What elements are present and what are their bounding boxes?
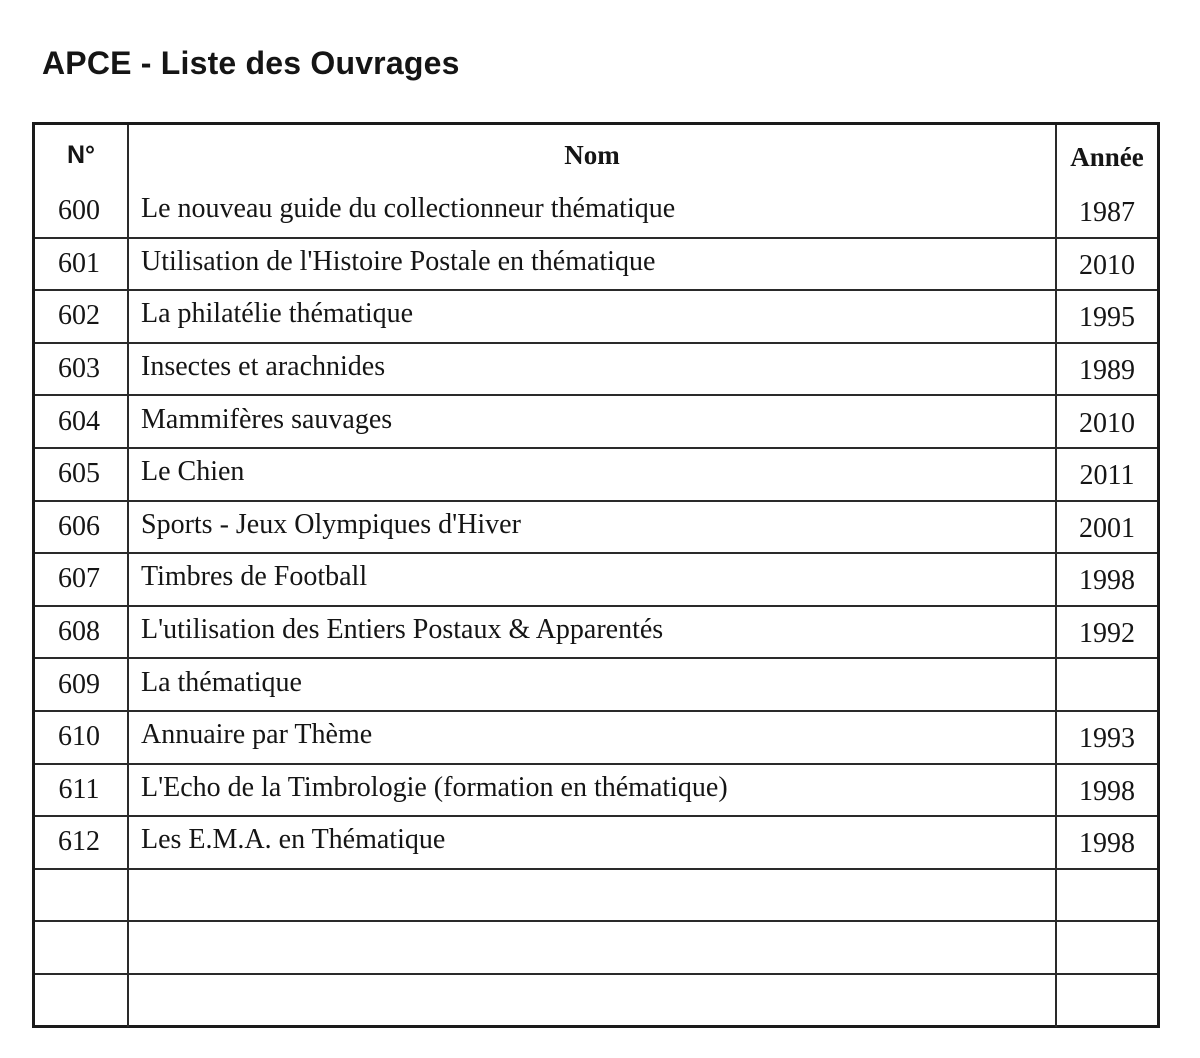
table-row (35, 764, 1157, 817)
column-header-number: N° (35, 125, 128, 185)
cell-name: Le Chien (128, 448, 1056, 501)
books-table-frame (32, 122, 1160, 1028)
cell-name: Annuaire par Thème (128, 711, 1056, 764)
cell-year (1056, 921, 1157, 974)
cell-year: 1998 (1056, 553, 1157, 606)
cell-number: 612 (35, 816, 128, 869)
cell-number: 603 (35, 343, 128, 396)
column-header-year: Année (1056, 125, 1157, 185)
cell-number (35, 921, 128, 974)
cell-year: 2010 (1056, 395, 1157, 448)
cell-year: 2011 (1056, 448, 1157, 501)
table-row (35, 606, 1157, 659)
cell-number: 600 (35, 185, 128, 238)
page-title: APCE - Liste des Ouvrages (42, 45, 460, 81)
cell-year (1056, 869, 1157, 922)
books-table (35, 125, 1157, 1027)
table-row (35, 921, 1157, 974)
cell-name (128, 921, 1056, 974)
table-row (35, 290, 1157, 343)
table-row (35, 448, 1157, 501)
cell-name: Mammifères sauvages (128, 395, 1056, 448)
table-row (35, 974, 1157, 1027)
cell-year: 1998 (1056, 764, 1157, 817)
cell-year (1056, 658, 1157, 711)
cell-name: Le nouveau guide du collectionneur thématique (128, 185, 1056, 238)
cell-year: 1995 (1056, 290, 1157, 343)
cell-name: Insectes et arachnides (128, 343, 1056, 396)
table-row (35, 553, 1157, 606)
cell-year: 1992 (1056, 606, 1157, 659)
table-row (35, 185, 1157, 238)
cell-name: L'utilisation des Entiers Postaux & Apparentés (128, 606, 1056, 659)
table-row (35, 238, 1157, 291)
cell-number: 606 (35, 501, 128, 554)
cell-year: 1998 (1056, 816, 1157, 869)
cell-number: 607 (35, 553, 128, 606)
cell-number: 605 (35, 448, 128, 501)
cell-year: 1987 (1056, 185, 1157, 238)
cell-name: Utilisation de l'Histoire Postale en thématique (128, 238, 1056, 291)
cell-year: 2001 (1056, 501, 1157, 554)
cell-year: 2010 (1056, 238, 1157, 291)
cell-name: La philatélie thématique (128, 290, 1056, 343)
cell-name: L'Echo de la Timbrologie (formation en thématique) (128, 764, 1056, 817)
table-row (35, 711, 1157, 764)
cell-number: 604 (35, 395, 128, 448)
cell-number: 608 (35, 606, 128, 659)
cell-number: 611 (35, 764, 128, 817)
cell-name: Timbres de Football (128, 553, 1056, 606)
table-row (35, 816, 1157, 869)
table-row (35, 395, 1157, 448)
cell-number: 601 (35, 238, 128, 291)
cell-name: Sports - Jeux Olympiques d'Hiver (128, 501, 1056, 554)
cell-number: 602 (35, 290, 128, 343)
cell-year (1056, 974, 1157, 1027)
cell-number (35, 974, 128, 1027)
cell-name (128, 974, 1056, 1027)
cell-name: La thématique (128, 658, 1056, 711)
table-body (35, 185, 1157, 1027)
cell-number (35, 869, 128, 922)
table-row (35, 869, 1157, 922)
cell-name (128, 869, 1056, 922)
table-header-row (35, 125, 1157, 185)
column-header-name: Nom (128, 125, 1056, 185)
table-row (35, 343, 1157, 396)
cell-number: 610 (35, 711, 128, 764)
table-row (35, 658, 1157, 711)
cell-year: 1993 (1056, 711, 1157, 764)
cell-name: Les E.M.A. en Thématique (128, 816, 1056, 869)
cell-number: 609 (35, 658, 128, 711)
cell-year: 1989 (1056, 343, 1157, 396)
table-row (35, 501, 1157, 554)
